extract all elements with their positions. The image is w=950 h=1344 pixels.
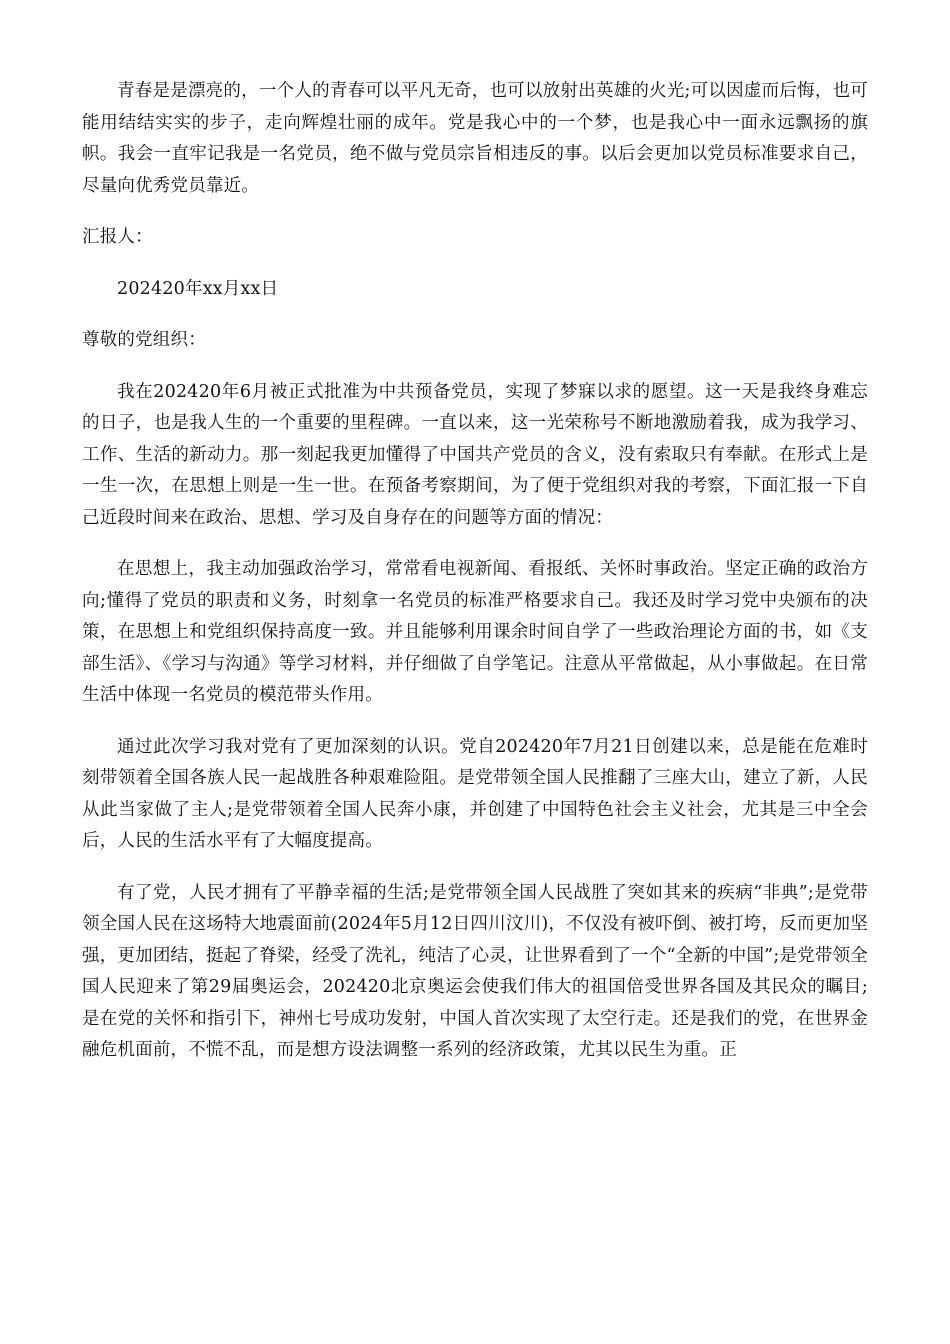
signature-label: 汇报人： xyxy=(82,227,153,247)
body-paragraph-1: 我在202420年6月被正式批准为中共预备党员，实现了梦寐以求的愿望。这一天是我终身难忘的日子，也是我人生的一个重要的里程碑。一直以来，这一光荣称号不断地激励着我，成为我学习、工作、生活的新动力。那一刻起我更加懂得了中国共产党员的含义，没有索取只有奉献。在形式上是一生一次，在思想上则是一生一世。在预备考察期间，为了便于党组织对我的考察，下面汇报一下自己近段时间来在政治、思想、学习及自身存在的问题等方面的情况： xyxy=(82,381,868,528)
body-paragraph-2: 在思想上，我主动加强政治学习，常常看电视新闻、看报纸、关怀时事政治。坚定正确的政治方向;懂得了党员的职责和义务，时刻拿一名党员的标准严格要求自己。我还及时学习党中央颁布的决策，在思想上和党组织保持高度一致。并且能够利用课余时间自学了一些政治理论方面的书，如《支部生活》、《学习与沟通》等学习材料，并仔细做了自学笔记。注意从平常做起，从小事做起。在日常生活中体现一名党员的模范带头作用。 xyxy=(82,559,868,705)
body-paragraph-4: 有了党，人民才拥有了平静幸福的生活;是党带领全国人民战胜了突如其来的疾病“非典”;是党带领全国人民在这场特大地震面前(2024年5月12日四川汶川)，不仅没有被吓倒、被打垮，反而更加坚强，更加团结，挺起了脊梁，经受了洗礼，纯洁了心灵，让世界看到了一个“全新的中国”;是党带领全国人民迎来了第29届奥运会，202420北京奥运会使我们伟大的祖国倍受世界各国及其民众的瞩目;是在党的关怀和指引下，神州七号成功发射，中国人首次实现了太空行走。还是我们的党，在世界金融危机面前，不慌不乱，而是想方设法调整一系列的经济政策，尤其以民生为重。正 xyxy=(82,882,868,1060)
signature-date: 202420年xx月xx日 xyxy=(117,278,279,299)
greeting: 尊敬的党组织： xyxy=(82,330,206,350)
intro-paragraph: 青春是是漂亮的，一个人的青春可以平凡无奇，也可以放射出英雄的火光;可以因虚而后悔，也可能用结结实实的步子，走向辉煌壮丽的成年。党是我心中的一个梦，也是我心中一面永远飘扬的旗帜。我会一直牢记我是一名党员，绝不做与党员宗旨相违反的事。以后会更加以党员标准要求自己，尽量向优秀党员靠近。 xyxy=(82,81,868,196)
document-page xyxy=(82,76,868,1067)
body-paragraph-3: 通过此次学习我对党有了更加深刻的认识。党自202420年7月21日创建以来，总是能在危难时刻带领着全国各族人民一起战胜各种艰难险阻。是党带领全国人民推翻了三座大山，建立了新，人民从此当家做了主人;是党带领着全国人民奔小康，并创建了中国特色社会主义社会，尤其是三中全会后，人民的生活水平有了大幅度提高。 xyxy=(82,736,868,851)
